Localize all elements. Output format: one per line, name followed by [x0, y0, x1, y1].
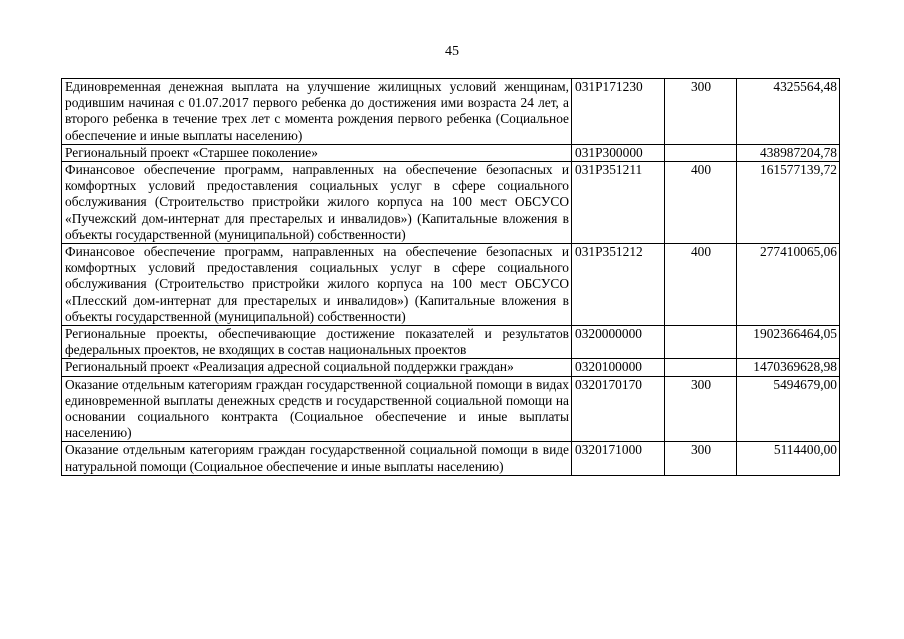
table-row — [62, 442, 840, 475]
row-amount: 438987204,78 — [737, 144, 840, 161]
row-code: 031P351211 — [572, 162, 665, 244]
budget-table — [61, 78, 840, 476]
budget-table-body — [62, 79, 840, 476]
table-row — [62, 359, 840, 376]
row-description: Оказание отдельным категориям граждан государственной социальной помощи в виде натуральной помощи (Социальное обеспечение и иные выплаты населению) — [62, 442, 572, 475]
row-code: 0320171000 — [572, 442, 665, 475]
row-expense-type — [665, 359, 737, 376]
page-number: 45 — [445, 44, 459, 59]
row-amount: 1470369628,98 — [737, 359, 840, 376]
row-code: 031P300000 — [572, 144, 665, 161]
row-code: 031P351212 — [572, 244, 665, 326]
row-description: Региональный проект «Реализация адресной социальной поддержки граждан» — [62, 359, 572, 376]
table-row — [62, 162, 840, 244]
row-description: Региональные проекты, обеспечивающие достижение показателей и результатов федеральных проектов, не входящих в состав национальных проектов — [62, 326, 572, 359]
row-amount: 5114400,00 — [737, 442, 840, 475]
row-description: Оказание отдельным категориям граждан государственной социальной помощи в видах единовременной выплаты денежных средств и государственной социальной помощи на основании социального контракта (Социальное обеспечение и иные выплаты населению) — [62, 376, 572, 442]
row-description: Единовременная денежная выплата на улучшение жилищных условий женщинам, родившим начиная с 01.07.2017 первого ребенка до достижения ими возраста 24 лет, а второго ребенка в течение трех лет с момента рождения первого ребенка (Социальное обеспечение и иные выплаты населению) — [62, 79, 572, 145]
row-expense-type: 300 — [665, 376, 737, 442]
row-description: Финансовое обеспечение программ, направленных на обеспечение безопасных и комфортных условий предоставления социальных услуг в сфере социального обслуживания (Строительство пристройки жилого корпуса на 100 мест ОБСУСО «Плесский дом-интернат для престарелых и инвалидов») (Капитальные вложения в объекты государственной (муниципальной) собственности) — [62, 244, 572, 326]
table-row — [62, 144, 840, 161]
row-description: Региональный проект «Старшее поколение» — [62, 144, 572, 161]
row-description: Финансовое обеспечение программ, направленных на обеспечение безопасных и комфортных условий предоставления социальных услуг в сфере социального обслуживания (Строительство пристройки жилого корпуса на 100 мест ОБСУСО «Пучежский дом-интернат для престарелых и инвалидов») (Капитальные вложения в объекты государственной (муниципальной) собственности) — [62, 162, 572, 244]
row-amount: 1902366464,05 — [737, 326, 840, 359]
row-expense-type: 400 — [665, 162, 737, 244]
row-code: 0320100000 — [572, 359, 665, 376]
table-row — [62, 79, 840, 145]
table-row — [62, 376, 840, 442]
row-code: 0320000000 — [572, 326, 665, 359]
row-expense-type — [665, 144, 737, 161]
table-row — [62, 244, 840, 326]
row-amount: 4325564,48 — [737, 79, 840, 145]
table-row — [62, 326, 840, 359]
row-expense-type: 400 — [665, 244, 737, 326]
row-expense-type — [665, 326, 737, 359]
row-amount: 5494679,00 — [737, 376, 840, 442]
row-code: 031P171230 — [572, 79, 665, 145]
row-expense-type: 300 — [665, 79, 737, 145]
row-code: 0320170170 — [572, 376, 665, 442]
row-expense-type: 300 — [665, 442, 737, 475]
row-amount: 277410065,06 — [737, 244, 840, 326]
row-amount: 161577139,72 — [737, 162, 840, 244]
